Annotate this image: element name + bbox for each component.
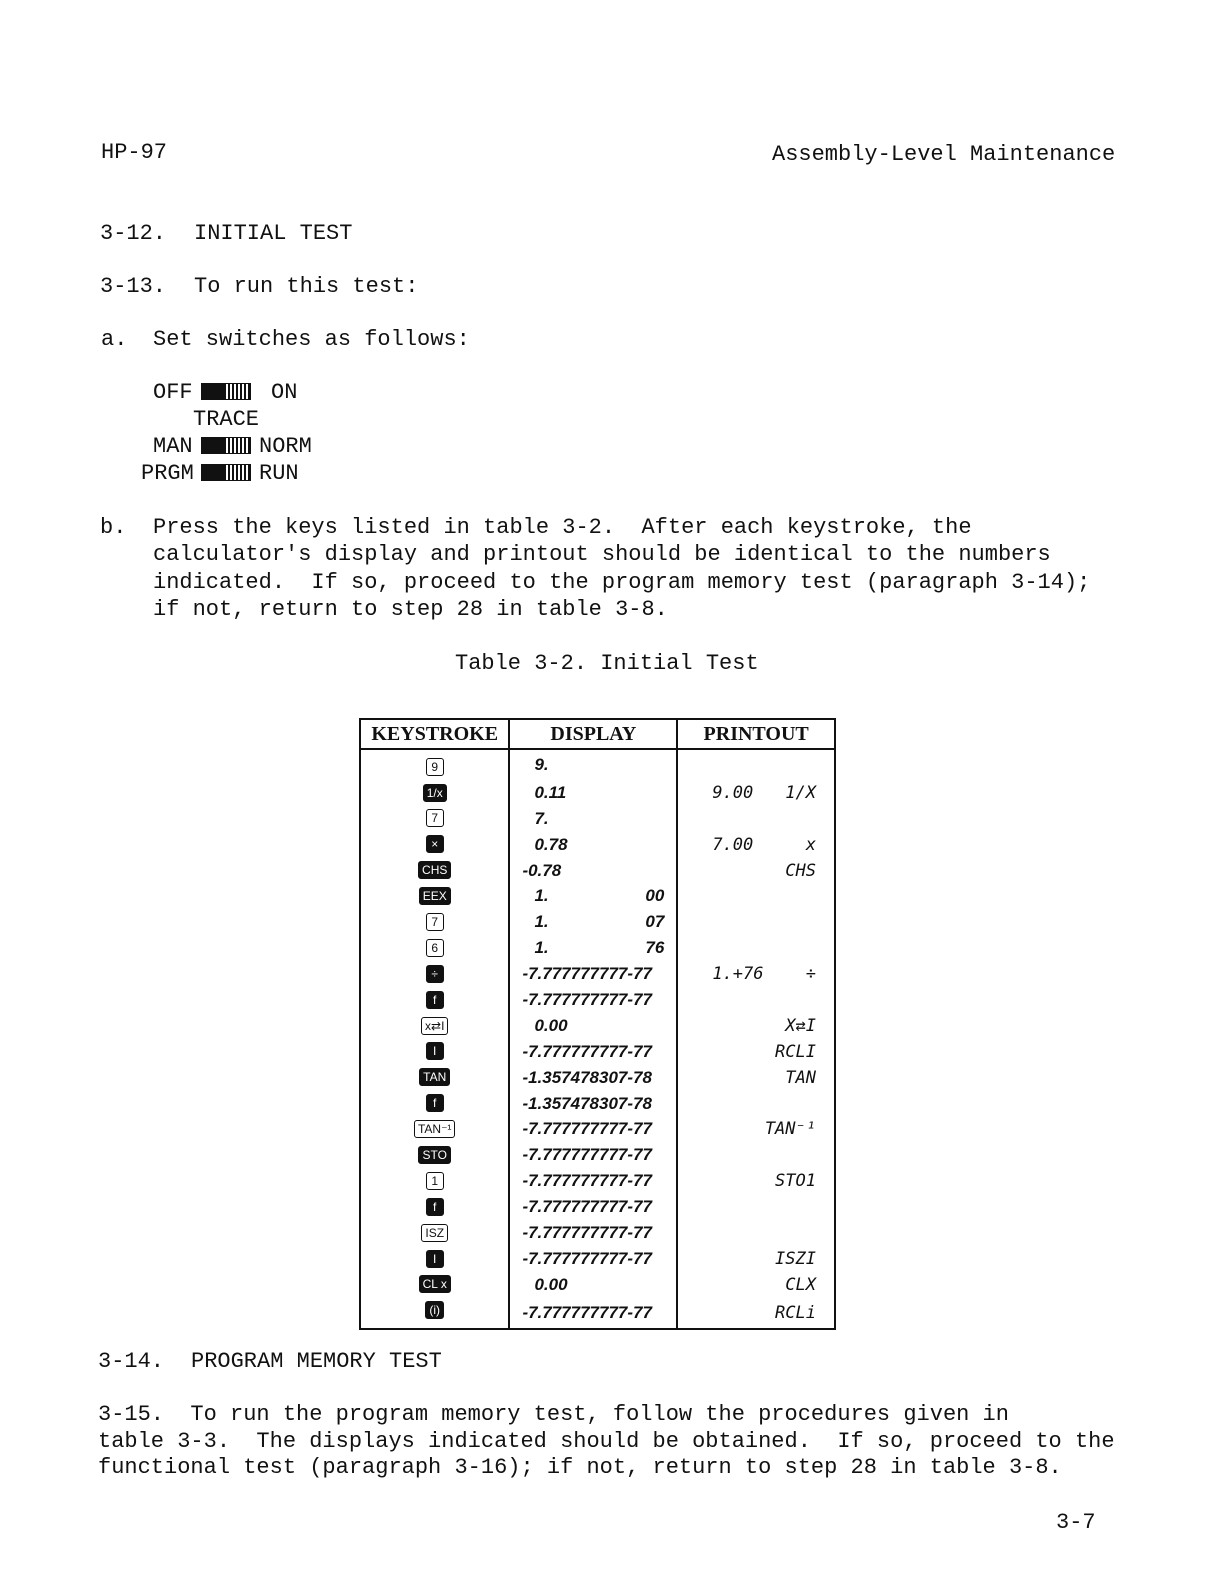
prgm-run-switch[interactable] bbox=[201, 464, 251, 481]
keystroke-cell bbox=[360, 858, 509, 884]
display-value: -7.777777777-77 bbox=[522, 1145, 652, 1165]
step-a-letter: a. bbox=[101, 327, 128, 352]
keystroke-cell bbox=[360, 780, 509, 806]
table-row bbox=[360, 961, 835, 987]
switch-off-label: OFF bbox=[153, 380, 193, 405]
keystroke-key-icon: CHS bbox=[418, 861, 451, 879]
table-row bbox=[360, 1220, 835, 1246]
table-header-row bbox=[360, 719, 835, 749]
power-switch[interactable] bbox=[201, 383, 251, 400]
para-3-15-line-1: 3-15. To run the program memory test, follow the procedures given in bbox=[98, 1402, 1009, 1427]
display-value: -7.777777777-77 bbox=[522, 1248, 652, 1268]
display-cell bbox=[509, 1142, 677, 1168]
display-cell bbox=[509, 1272, 677, 1298]
keystroke-key-icon: f bbox=[426, 991, 444, 1009]
keystroke-key-icon: TAN bbox=[419, 1068, 450, 1086]
table-row bbox=[360, 935, 835, 961]
printout-number: 9.00 bbox=[712, 782, 754, 803]
keystroke-cell bbox=[360, 1220, 509, 1246]
keystroke-cell bbox=[360, 1194, 509, 1220]
keystroke-key-icon: f bbox=[426, 1094, 444, 1112]
keystroke-cell bbox=[360, 1168, 509, 1194]
keystroke-cell bbox=[360, 1039, 509, 1065]
table-row bbox=[360, 780, 835, 806]
keystroke-cell bbox=[360, 1272, 509, 1298]
keystroke-key-icon: CL x bbox=[419, 1275, 451, 1293]
table-row bbox=[360, 909, 835, 935]
keystroke-cell bbox=[360, 935, 509, 961]
table-row bbox=[360, 987, 835, 1013]
step-b-line-4: if not, return to step 28 in table 3-8. bbox=[153, 597, 668, 622]
switch-on-label: ON bbox=[271, 380, 298, 405]
display-cell bbox=[509, 1298, 677, 1329]
printout-cell bbox=[677, 935, 835, 961]
step-b-line-3: indicated. If so, proceed to the program memory test (paragraph 3-14); bbox=[153, 570, 1091, 595]
table-row bbox=[360, 749, 835, 780]
display-cell bbox=[509, 883, 677, 909]
display-cell bbox=[509, 1220, 677, 1246]
keystroke-key-icon: 7 bbox=[426, 809, 444, 827]
display-cell bbox=[509, 987, 677, 1013]
table-row bbox=[360, 1272, 835, 1298]
keystroke-cell bbox=[360, 806, 509, 832]
display-value: 0.78 bbox=[534, 834, 568, 854]
printout-cell bbox=[677, 1116, 835, 1142]
switch-trace-label: TRACE bbox=[193, 407, 260, 432]
printout-cell bbox=[677, 1065, 835, 1091]
para-3-15-line-3: functional test (paragraph 3-16); if not, return to step 28 in table 3-8. bbox=[98, 1455, 1062, 1480]
printout-function: ISZI bbox=[775, 1248, 816, 1269]
header-printout: PRINTOUT bbox=[677, 719, 835, 749]
printout-cell bbox=[677, 909, 835, 935]
step-b-line-1: Press the keys listed in table 3-2. After each keystroke, the bbox=[153, 515, 972, 540]
printout-function: RCLI bbox=[775, 1041, 816, 1062]
printout-cell bbox=[677, 1298, 835, 1329]
display-cell bbox=[509, 1168, 677, 1194]
table-row bbox=[360, 1065, 835, 1091]
keystroke-cell bbox=[360, 1013, 509, 1039]
printout-number: 7.00 bbox=[712, 834, 754, 855]
keystroke-key-icon: 1/x bbox=[423, 784, 447, 802]
keystroke-key-icon: 1 bbox=[426, 1172, 444, 1190]
display-value: -7.777777777-77 bbox=[522, 964, 652, 984]
header-right: Assembly-Level Maintenance bbox=[772, 142, 1116, 167]
section-number-3-12: 3-12. bbox=[100, 221, 167, 246]
display-cell bbox=[509, 1116, 677, 1142]
display-cell bbox=[509, 909, 677, 935]
keystroke-cell bbox=[360, 749, 509, 780]
keystroke-key-icon: (i) bbox=[425, 1301, 444, 1319]
printout-cell bbox=[677, 780, 835, 806]
keystroke-cell bbox=[360, 1298, 509, 1329]
printout-function: STO1 bbox=[775, 1171, 816, 1192]
switch-norm-label: NORM bbox=[259, 434, 312, 459]
keystroke-cell bbox=[360, 883, 509, 909]
table-row bbox=[360, 883, 835, 909]
table-row bbox=[360, 1091, 835, 1117]
display-cell bbox=[509, 832, 677, 858]
printout-cell bbox=[677, 858, 835, 884]
keystroke-cell bbox=[360, 1246, 509, 1272]
printout-function: CLX bbox=[785, 1274, 816, 1295]
keystroke-key-icon: x⇄I bbox=[421, 1017, 448, 1035]
keystroke-key-icon: TAN⁻¹ bbox=[414, 1120, 455, 1138]
table-row bbox=[360, 1142, 835, 1168]
display-value: -1.357478307-78 bbox=[522, 1067, 652, 1087]
display-value: 1. bbox=[534, 912, 549, 932]
keystroke-key-icon: 9 bbox=[426, 758, 444, 776]
display-value: 0.11 bbox=[534, 782, 567, 802]
table-row bbox=[360, 832, 835, 858]
table-row bbox=[360, 1039, 835, 1065]
display-cell bbox=[509, 780, 677, 806]
print-mode-switch[interactable] bbox=[201, 437, 251, 454]
display-value: 1. bbox=[534, 886, 549, 906]
display-exponent: 00 bbox=[645, 886, 665, 906]
keystroke-key-icon: 7 bbox=[426, 913, 444, 931]
printout-function: CHS bbox=[785, 860, 816, 881]
display-value: 0.00 bbox=[534, 1015, 568, 1035]
keystroke-key-icon: I bbox=[426, 1042, 444, 1060]
display-value: 0.00 bbox=[534, 1274, 568, 1294]
printout-number: 1.+76 bbox=[712, 964, 764, 985]
switch-prgm-label: PRGM bbox=[141, 461, 194, 486]
display-cell bbox=[509, 1091, 677, 1117]
display-cell bbox=[509, 1013, 677, 1039]
display-value: -7.777777777-77 bbox=[522, 1119, 652, 1139]
printout-cell bbox=[677, 1272, 835, 1298]
printout-cell bbox=[677, 806, 835, 832]
initial-test-table bbox=[359, 718, 836, 1330]
keystroke-key-icon: EEX bbox=[419, 887, 451, 905]
keystroke-cell bbox=[360, 1091, 509, 1117]
table-body bbox=[360, 749, 835, 1329]
step-b-letter: b. bbox=[100, 515, 127, 540]
keystroke-key-icon: I bbox=[426, 1250, 444, 1268]
table-row bbox=[360, 1116, 835, 1142]
printout-cell bbox=[677, 1091, 835, 1117]
display-exponent: 76 bbox=[645, 938, 665, 958]
display-value: 7. bbox=[534, 808, 549, 828]
switch-man-label: MAN bbox=[153, 434, 193, 459]
display-cell bbox=[509, 961, 677, 987]
printout-cell bbox=[677, 832, 835, 858]
display-value: 1. bbox=[534, 938, 549, 958]
display-value: -7.777777777-77 bbox=[522, 989, 652, 1009]
switch-run-label: RUN bbox=[259, 461, 299, 486]
keystroke-cell bbox=[360, 909, 509, 935]
table-row bbox=[360, 806, 835, 832]
display-cell bbox=[509, 1039, 677, 1065]
display-cell bbox=[509, 1246, 677, 1272]
header-left: HP-97 bbox=[101, 140, 168, 165]
printout-cell bbox=[677, 1168, 835, 1194]
table-row bbox=[360, 1246, 835, 1272]
section-title-program-memory-test: PROGRAM MEMORY TEST bbox=[191, 1349, 442, 1374]
table-row bbox=[360, 1298, 835, 1329]
display-value: -7.777777777-77 bbox=[522, 1302, 652, 1322]
display-value: -7.777777777-77 bbox=[522, 1197, 652, 1217]
printout-function: X⇄I bbox=[785, 1015, 816, 1036]
display-exponent: 07 bbox=[645, 912, 665, 932]
printout-cell bbox=[677, 883, 835, 909]
para-number-3-13: 3-13. bbox=[100, 274, 167, 299]
printout-function: x bbox=[805, 834, 816, 855]
printout-cell bbox=[677, 1194, 835, 1220]
printout-cell bbox=[677, 1220, 835, 1246]
printout-cell bbox=[677, 1039, 835, 1065]
printout-cell bbox=[677, 961, 835, 987]
display-cell bbox=[509, 749, 677, 780]
table-row bbox=[360, 1194, 835, 1220]
step-a-text: Set switches as follows: bbox=[153, 327, 470, 352]
keystroke-key-icon: 6 bbox=[426, 939, 444, 957]
printout-cell bbox=[677, 1246, 835, 1272]
header-display: DISPLAY bbox=[509, 719, 677, 749]
keystroke-cell bbox=[360, 987, 509, 1013]
display-value: -7.777777777-77 bbox=[522, 1171, 652, 1191]
display-cell bbox=[509, 858, 677, 884]
step-b-line-2: calculator's display and printout should be identical to the numbers bbox=[153, 542, 1051, 567]
table-caption: Table 3-2. Initial Test bbox=[455, 651, 759, 676]
table-row bbox=[360, 1013, 835, 1039]
display-value: -7.777777777-77 bbox=[522, 1222, 652, 1242]
para-3-15-line-2: table 3-3. The displays indicated should be obtained. If so, proceed to the bbox=[98, 1429, 1115, 1454]
display-cell bbox=[509, 935, 677, 961]
table-row bbox=[360, 1168, 835, 1194]
printout-cell bbox=[677, 749, 835, 780]
printout-function: ÷ bbox=[805, 964, 816, 985]
keystroke-cell bbox=[360, 961, 509, 987]
keystroke-key-icon: ISZ bbox=[421, 1224, 448, 1242]
keystroke-key-icon: × bbox=[426, 835, 444, 853]
keystroke-key-icon: STO bbox=[418, 1146, 450, 1164]
printout-cell bbox=[677, 1142, 835, 1168]
printout-function: TAN⁻¹ bbox=[764, 1119, 816, 1140]
section-title-initial-test: INITIAL TEST bbox=[194, 221, 353, 246]
section-number-3-14: 3-14. bbox=[98, 1349, 165, 1374]
printout-cell bbox=[677, 987, 835, 1013]
table-row bbox=[360, 858, 835, 884]
printout-function: RCLi bbox=[775, 1302, 816, 1323]
printout-cell bbox=[677, 1013, 835, 1039]
para-text-3-13: To run this test: bbox=[194, 274, 419, 299]
display-value: -0.78 bbox=[522, 860, 562, 880]
keystroke-cell bbox=[360, 1116, 509, 1142]
printout-function: TAN bbox=[785, 1067, 816, 1088]
header-keystroke: KEYSTROKE bbox=[360, 719, 509, 749]
display-value: -1.357478307-78 bbox=[522, 1093, 652, 1113]
keystroke-cell bbox=[360, 1065, 509, 1091]
keystroke-key-icon: f bbox=[426, 1198, 444, 1216]
printout-function: 1/X bbox=[785, 782, 816, 803]
page-number: 3-7 bbox=[1056, 1510, 1096, 1535]
display-value: -7.777777777-77 bbox=[522, 1041, 652, 1061]
display-cell bbox=[509, 1065, 677, 1091]
display-cell bbox=[509, 1194, 677, 1220]
keystroke-cell bbox=[360, 832, 509, 858]
keystroke-cell bbox=[360, 1142, 509, 1168]
display-value: 9. bbox=[534, 754, 549, 774]
keystroke-key-icon: ÷ bbox=[426, 965, 444, 983]
display-cell bbox=[509, 806, 677, 832]
